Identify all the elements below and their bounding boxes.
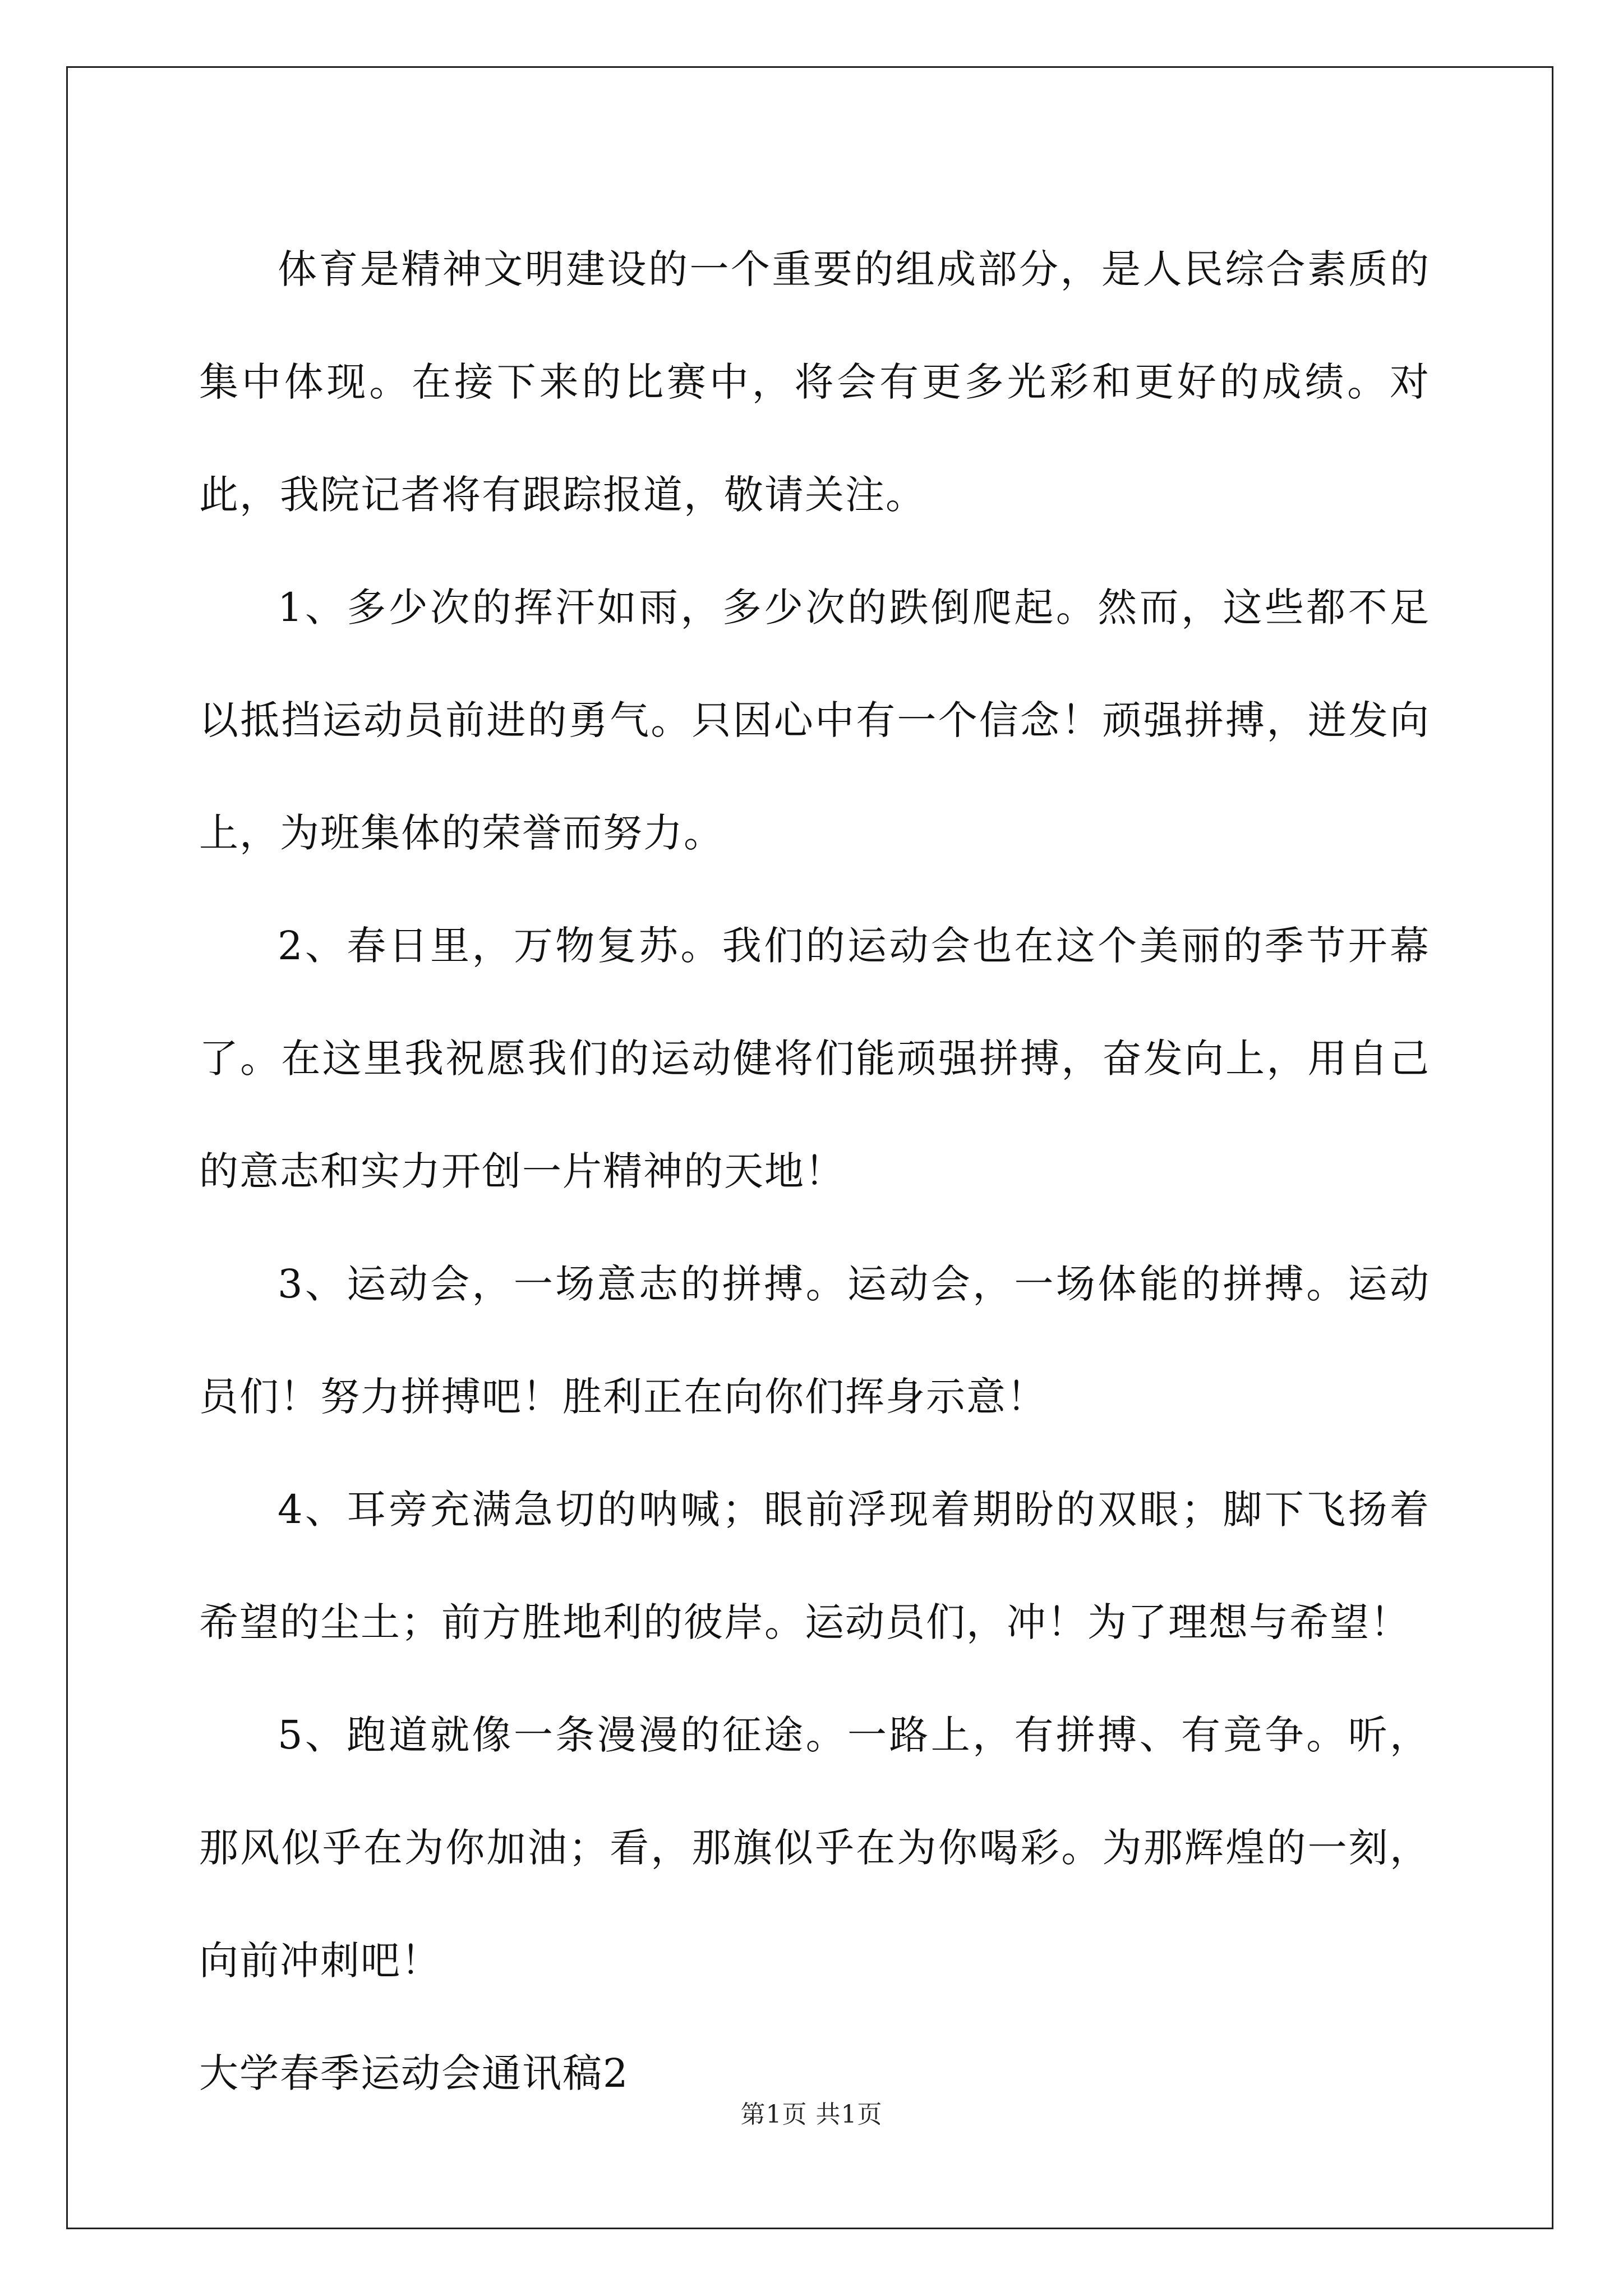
- page-footer: 第1页 共1页: [740, 2100, 883, 2129]
- paragraph-5: 5、跑道就像一条漫漫的征途。一路上，有拼搏、有竟争。听，那风似乎在为你加油；看，那旗似乎在为你喝彩。为那辉煌的一刻，向前冲刺吧！: [199, 1712, 1430, 1984]
- paragraph-2: 2、春日里，万物复苏。我们的运动会也在这个美丽的季节开幕了。在这里我祝愿我们的运动健将们能顽强拼搏，奋发向上，用自己的意志和实力开创一片精神的天地！: [199, 923, 1430, 1194]
- paragraph-4: 4、耳旁充满急切的呐喊；眼前浮现着期盼的双眼；脚下飞扬着希望的尘土；前方胜地利的彼岸。运动员们，冲！为了理想与希望！: [199, 1487, 1430, 1645]
- paragraph-1: 1、多少次的挥汗如雨，多少次的跌倒爬起。然而，这些都不足以抵挡运动员前进的勇气。只因心中有一个信念！顽强拼搏，迸发向上，为班集体的荣誉而努力。: [199, 585, 1430, 856]
- section-title: 大学春季运动会通讯稿2: [199, 2050, 629, 2096]
- intro-paragraph: 体育是精神文明建设的一个重要的组成部分，是人民综合素质的集中体现。在接下来的比赛中，将会有更多光彩和更好的成绩。对此，我院记者将有跟踪报道，敬请关注。: [199, 246, 1430, 518]
- document-body: [199, 213, 1430, 2130]
- paragraph-3: 3、运动会，一场意志的拼搏。运动会，一场体能的拼搏。运动员们！努力拼搏吧！胜利正在向你们挥身示意！: [199, 1261, 1430, 1420]
